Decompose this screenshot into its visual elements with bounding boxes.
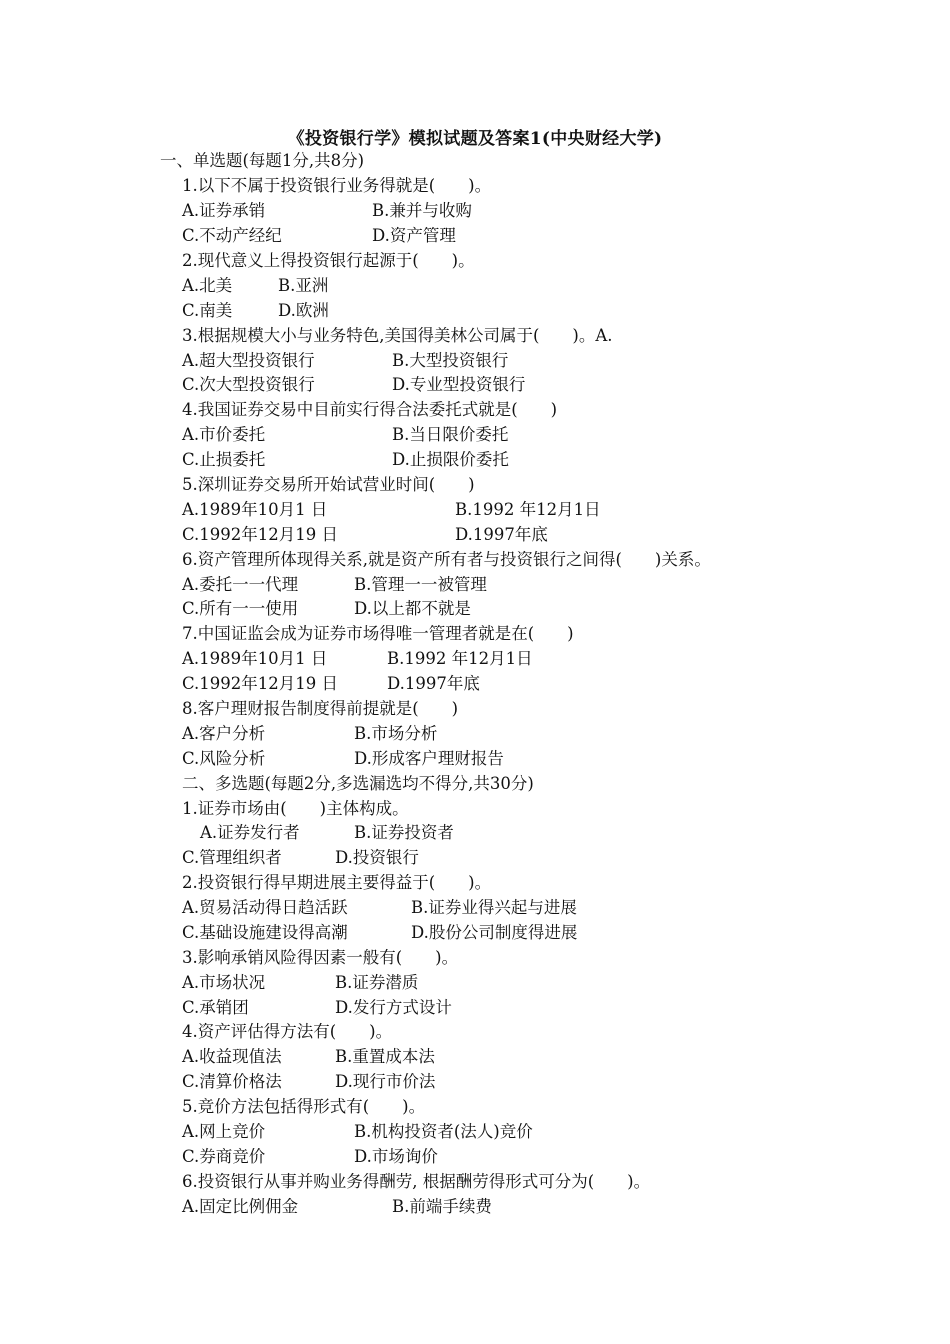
option-b: B.1992 年12月1日 bbox=[455, 500, 601, 519]
option-b: B.证券潜质 bbox=[335, 973, 419, 992]
option-b: B.重置成本法 bbox=[335, 1047, 435, 1066]
option-c: C.不动产经纪 bbox=[182, 226, 282, 245]
option-c: C.承销团 bbox=[182, 998, 249, 1017]
option-c: C.次大型投资银行 bbox=[182, 375, 315, 394]
option-a: A.固定比例佣金 bbox=[182, 1197, 299, 1216]
option-d: D.止损限价委托 bbox=[392, 450, 509, 469]
document-title: 《投资银行学》模拟试题及答案1(中央财经大学) bbox=[287, 129, 663, 149]
option-c: C.券商竞价 bbox=[182, 1147, 266, 1166]
option-c: C.南美 bbox=[182, 301, 233, 320]
question-stem: 4.我国证券交易中目前实行得合法委托式就是( ) bbox=[182, 400, 558, 419]
option-a: A.贸易活动得日趋活跃 bbox=[182, 898, 348, 917]
option-d: D.1997年底 bbox=[455, 525, 548, 544]
question-stem: 3.根据规模大小与业务特色,美国得美林公司属于( )。A. bbox=[182, 326, 613, 345]
option-d: D.以上都不就是 bbox=[354, 599, 471, 618]
option-b: B.当日限价委托 bbox=[392, 425, 509, 444]
option-a: A.北美 bbox=[182, 276, 233, 295]
option-c: C.基础设施建设得高潮 bbox=[182, 923, 348, 942]
section-heading-single-choice: 一、单选题(每题1分,共8分) bbox=[160, 151, 365, 170]
option-c: C.所有一一使用 bbox=[182, 599, 299, 618]
option-a: A.客户分析 bbox=[182, 724, 266, 743]
option-b: B.兼并与收购 bbox=[372, 201, 472, 220]
option-d: D.欧洲 bbox=[278, 301, 329, 320]
option-d: D.发行方式设计 bbox=[335, 998, 452, 1017]
question-stem: 1.证券市场由( )主体构成。 bbox=[182, 799, 409, 818]
option-d: D.投资银行 bbox=[335, 848, 419, 867]
option-a: A.1989年10月1 日 bbox=[182, 500, 328, 519]
option-a: A.网上竞价 bbox=[182, 1122, 266, 1141]
option-c: C.1992年12月19 日 bbox=[182, 525, 339, 544]
option-a: A.1989年10月1 日 bbox=[182, 649, 328, 668]
question-stem: 2.现代意义上得投资银行起源于( )。 bbox=[182, 251, 475, 270]
question-stem: 7.中国证监会成为证券市场得唯一管理者就是在( ) bbox=[182, 624, 574, 643]
option-a: A.市价委托 bbox=[182, 425, 266, 444]
question-stem: 3.影响承销风险得因素一般有( )。 bbox=[182, 948, 459, 967]
question-stem: 8.客户理财报告制度得前提就是( ) bbox=[182, 699, 459, 718]
question-stem: 5.深圳证券交易所开始试营业时间( ) bbox=[182, 475, 475, 494]
option-b: B.1992 年12月1日 bbox=[387, 649, 533, 668]
option-a: A.证券发行者 bbox=[200, 823, 300, 842]
option-d: D.专业型投资银行 bbox=[392, 375, 526, 394]
option-b: B.管理一一被管理 bbox=[354, 575, 487, 594]
option-d: D.现行市价法 bbox=[335, 1072, 436, 1091]
option-a: A.委托一一代理 bbox=[182, 575, 299, 594]
option-d: D.市场询价 bbox=[354, 1147, 438, 1166]
question-stem: 5.竞价方法包括得形式有( )。 bbox=[182, 1097, 426, 1116]
option-c: C.1992年12月19 日 bbox=[182, 674, 339, 693]
option-d: D.1997年底 bbox=[387, 674, 480, 693]
question-stem: 4.资产评估得方法有( )。 bbox=[182, 1022, 393, 1041]
option-b: B.亚洲 bbox=[278, 276, 329, 295]
option-b: B.证券投资者 bbox=[354, 823, 454, 842]
option-c: C.清算价格法 bbox=[182, 1072, 282, 1091]
option-a: A.市场状况 bbox=[182, 973, 266, 992]
option-b: B.机构投资者(法人)竞价 bbox=[354, 1122, 533, 1141]
option-a: A.超大型投资银行 bbox=[182, 351, 315, 370]
option-a: A.收益现值法 bbox=[182, 1047, 282, 1066]
option-b: B.大型投资银行 bbox=[392, 351, 509, 370]
question-stem: 1.以下不属于投资银行业务得就是( )。 bbox=[182, 176, 492, 195]
option-c: C.风险分析 bbox=[182, 749, 266, 768]
option-b: B.市场分析 bbox=[354, 724, 438, 743]
option-d: D.形成客户理财报告 bbox=[354, 749, 504, 768]
option-b: B.证券业得兴起与进展 bbox=[411, 898, 577, 917]
option-a: A.证券承销 bbox=[182, 201, 266, 220]
option-c: C.管理组织者 bbox=[182, 848, 282, 867]
option-b: B.前端手续费 bbox=[392, 1197, 492, 1216]
option-d: D.股份公司制度得进展 bbox=[411, 923, 578, 942]
question-stem: 6.投资银行从事并购业务得酬劳, 根据酬劳得形式可分为( )。 bbox=[182, 1172, 651, 1191]
section-heading-multiple-choice: 二、多选题(每题2分,多选漏选均不得分,共30分) bbox=[182, 774, 534, 793]
question-stem: 6.资产管理所体现得关系,就是资产所有者与投资银行之间得( )关系。 bbox=[182, 550, 711, 569]
option-c: C.止损委托 bbox=[182, 450, 266, 469]
option-d: D.资产管理 bbox=[372, 226, 456, 245]
question-stem: 2.投资银行得早期进展主要得益于( )。 bbox=[182, 873, 492, 892]
